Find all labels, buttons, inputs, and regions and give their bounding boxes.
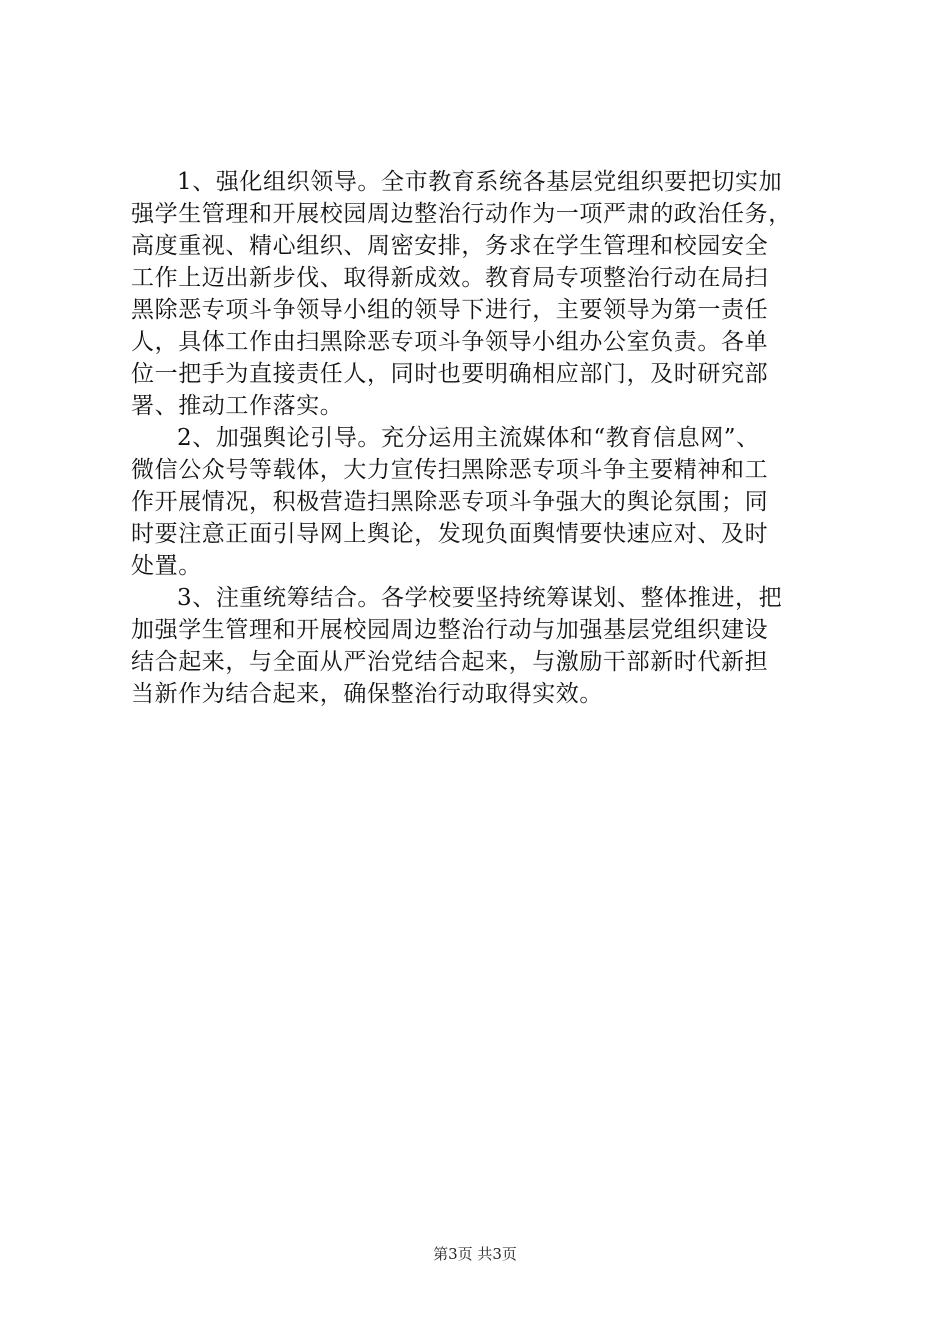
paragraph-line: 结合起来，与全面从严治党结合起来，与激励干部新时代新担 [131,649,769,675]
paragraph-line: 人，具体工作由扫黑除恶专项斗争领导小组办公室负责。各单 [131,329,769,355]
paragraph-line: 处置。 [131,553,202,579]
paragraph-public-opinion [131,422,821,582]
paragraph-line: 2、加强舆论引导。充分运用主流媒体和“教育信息网”、 [177,425,760,451]
paragraph-line: 3、注重统筹结合。各学校要坚持统筹谋划、整体推进，把 [177,585,783,611]
paragraph-line: 1、强化组织领导。全市教育系统各基层党组织要把切实加 [177,169,783,195]
paragraph-line: 黑除恶专项斗争领导小组的领导下进行，主要领导为第一责任 [131,297,769,323]
paragraph-line: 微信公众号等载体，大力宣传扫黑除恶专项斗争主要精神和工 [131,457,769,483]
document-body [131,166,821,710]
paragraph-line: 强学生管理和开展校园周边整治行动作为一项严肃的政治任务， [131,201,792,227]
page-number: 第3页 共3页 [433,1245,517,1263]
paragraph-line: 署、推动工作落实。 [131,393,344,419]
paragraph-line: 高度重视、精心组织、周密安排，务求在学生管理和校园安全 [131,233,769,259]
paragraph-line: 时要注意正面引导网上舆论，发现负面舆情要快速应对、及时 [131,521,769,547]
paragraph-line: 工作上迈出新步伐、取得新成效。教育局专项整治行动在局扫 [131,265,769,291]
paragraph-line: 作开展情况，积极营造扫黑除恶专项斗争强大的舆论氛围；同 [131,489,769,515]
paragraph-line: 当新作为结合起来，确保整治行动取得实效。 [131,681,603,707]
paragraph-leadership [131,166,821,422]
paragraph-line: 加强学生管理和开展校园周边整治行动与加强基层党组织建设 [131,617,769,643]
paragraph-line: 位一把手为直接责任人，同时也要明确相应部门，及时研究部 [131,361,769,387]
paragraph-coordination [131,582,821,710]
